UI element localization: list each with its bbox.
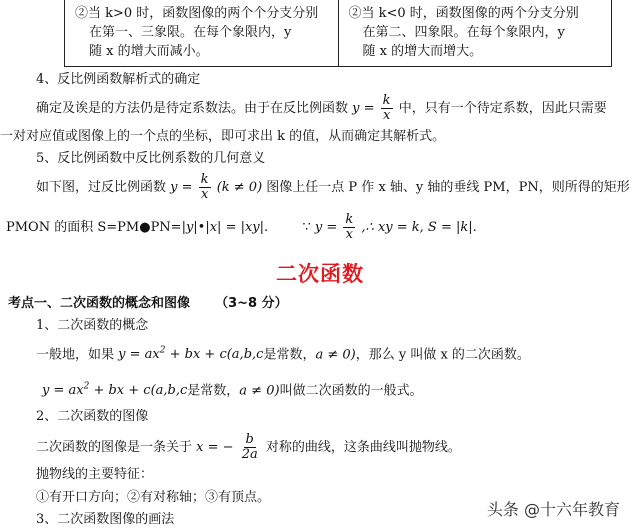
section-5-eq2-y: y = [314,220,338,235]
table-left-line-1: ②当 k>0 时，函数图像的两个个分支分别 [75,6,319,21]
section-4-paragraph-line-1 [36,94,607,124]
kaodian-score: （3~8 分） [215,296,288,311]
fraction-denominator: x [345,227,353,242]
section-5-eq2-tail: ,∴ xy = k, S = |k|. [361,220,477,235]
table-cell-left [65,0,338,66]
fraction-denominator: x [200,187,209,202]
general-form-text-b: 是常数， [187,383,240,399]
sub-1-text-c: ，那么 y 叫做 x 的二次函数。 [355,347,530,363]
formula-exponent: 2 [83,382,90,392]
kaodian-title: 考点一、二次函数的概念和图像 [8,296,191,311]
sub-2-heading: 2、二次函数的图像 [36,409,149,424]
sub-2-paragraph [36,432,461,464]
section-5-fraction-2 [343,213,355,242]
section-5-area-text-b: PN= [150,220,182,235]
formula-tail: + bx + c(a,b,c [89,383,188,399]
fraction-denominator: x [382,108,391,123]
section-5-fraction [199,173,211,202]
sub-1-heading: 1、二次函数的概念 [36,318,149,333]
kaodian-heading [8,295,288,313]
section-4-eq-y: y = [352,101,375,116]
table-left-line-3: 随 x 的增大而减小。 [89,44,209,59]
section-5-text-a: 如下图，过反比例函数 [36,180,167,195]
section-5-abs-expression: |y|•|x| = |xy|. [181,220,269,235]
sub-1-text-a: 一般地，如果 [36,347,115,363]
fraction-numerator: b [245,432,254,447]
because-symbol: ∵ [302,220,311,235]
table-cell-right [338,0,612,66]
table-right-line-3: 随 x 的增大而增大。 [362,44,483,59]
sub-1-text-b: 是常数， [263,347,316,363]
sub-1-paragraph [36,342,530,364]
general-form-condition: a ≠ 0) [239,383,280,399]
sub-2-text-b: 对称的曲线，这条曲线叫抛物线。 [265,440,461,455]
section-4-text-a: 确定及诶是的方法仍是待定系数法。由于在反比例函数 [36,101,349,116]
table-right-line-1: ②当 k<0 时，函数图像的两个分支分别 [348,6,579,21]
section-5-area-text: PMON 的面积 S=PM [6,220,140,235]
fraction-denominator: 2a [241,447,258,462]
section-5-eq-y: y = [170,180,193,195]
fraction-numerator: k [200,172,209,187]
section-4-heading: 4、反比例函数解析式的确定 [36,72,201,87]
sub-3-heading: 3、二次函数图像的画法 [36,512,175,527]
formula-main: y = ax [42,383,84,399]
formula-tail: + bx + c(a,b,c [165,347,264,363]
comparison-table [64,0,612,67]
fraction-numerator: k [382,93,391,108]
section-4-fraction [381,94,393,123]
formula-main: y = ax [118,347,160,363]
features-heading: 抛物线的主要特征： [36,467,154,482]
chapter-title: 二次函数 [276,262,364,286]
section-5-heading: 5、反比例函数中反比例系数的几何意义 [36,151,266,166]
general-form-text-c: 叫做二次函数的一般式。 [279,383,423,399]
sub-2-text-a: 二次函数的图像是一条关于 [36,440,193,455]
section-4-text-b: 中，只有一个待定系数，因此只需要 [398,101,607,116]
sub-1-general-form [42,378,423,400]
features-list: ①有开口方向；②有对称轴；③有顶点。 [36,490,271,505]
sub-2-eq-x: x = − [196,440,234,455]
watermark: 头条 @十六年教育 [486,500,620,519]
sub-1-condition: a ≠ 0) [315,347,356,363]
section-5-condition: (k ≠ 0) [216,180,263,195]
fraction-numerator: k [345,212,354,227]
general-form-formula [42,383,187,398]
section-4-paragraph-line-2: 一对对应值或图像上的一个点的坐标，即可求出 k 的值，从而确定其解析式。 [0,129,446,144]
sub-2-fraction [240,433,260,462]
sub-1-formula [118,347,263,362]
section-5-text-b: 图像上任一点 P 作 x 轴、y 轴的垂线 PM，PN，则所得的矩形 [266,180,630,195]
section-5-paragraph-line-1 [36,172,630,204]
bullet-dot: ● [139,220,151,235]
formula-exponent: 2 [159,346,166,356]
section-5-paragraph-line-2 [6,212,477,244]
table-right-line-2: 在第二、四象限。在每个象限内，y [362,25,565,40]
table-left-line-2: 在第一、三象限。在每个象限内，y [89,25,292,40]
